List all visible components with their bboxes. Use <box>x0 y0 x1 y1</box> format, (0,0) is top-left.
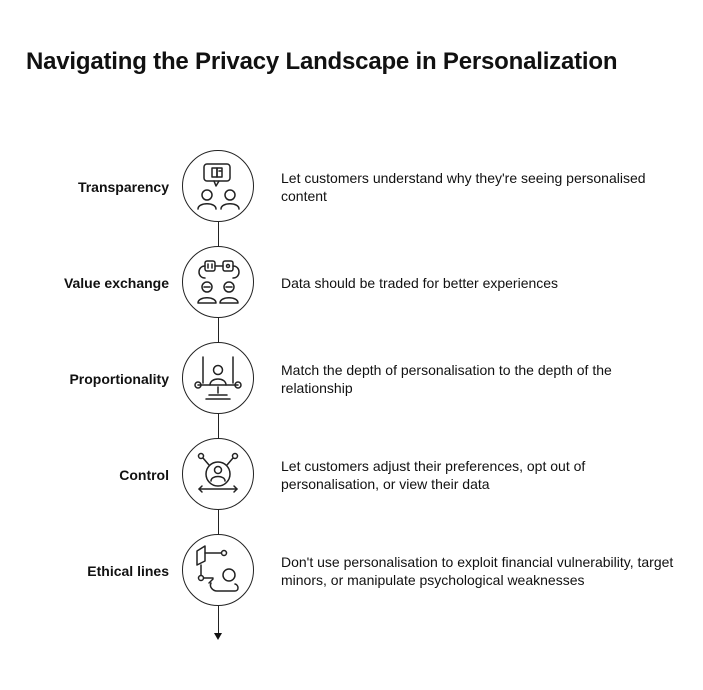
balance-scale-person-icon <box>182 342 254 414</box>
user-control-options-icon <box>182 438 254 510</box>
step-description: Match the depth of personalisation to the depth of the relationship <box>281 362 612 396</box>
step-label: Value exchange <box>63 275 169 291</box>
step-value-exchange <box>0 246 703 320</box>
step-description: Let customers understand why they're seeing personalised content <box>281 170 646 204</box>
step-proportionality <box>0 342 703 416</box>
step-control <box>0 438 703 512</box>
people-with-speech-bubble-icon <box>182 150 254 222</box>
page-title: Navigating the Privacy Landscape in Personalization <box>26 48 618 75</box>
step-label: Proportionality <box>69 371 169 387</box>
step-transparency <box>0 150 703 224</box>
step-label: Ethical lines <box>87 563 169 579</box>
people-exchanging-data-icon <box>182 246 254 318</box>
timeline-arrow-head <box>214 633 222 640</box>
step-label: Control <box>119 467 169 483</box>
step-ethical-lines <box>0 534 703 608</box>
person-with-flowchart-icon <box>182 534 254 606</box>
step-description: Let customers adjust their preferences, opt out of personalisation, or view their data <box>281 458 586 492</box>
step-description: Don't use personalisation to exploit financial vulnerability, target minors, or manipulate psychological weaknesses <box>281 554 674 588</box>
step-label: Transparency <box>77 179 169 195</box>
step-description: Data should be traded for better experiences <box>281 275 559 291</box>
